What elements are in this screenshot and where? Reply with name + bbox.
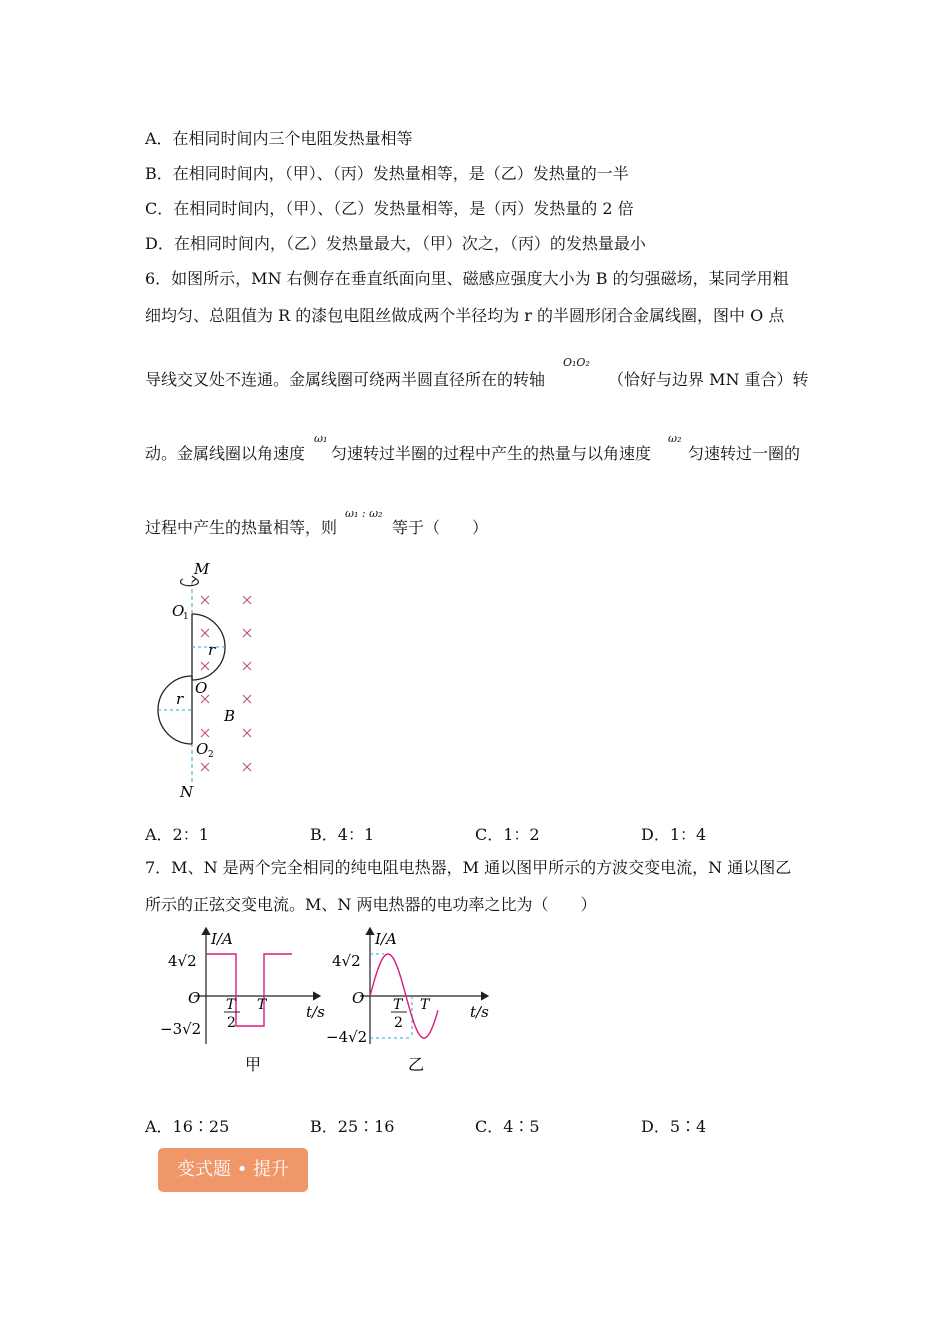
q7-option-a: A．16∶25 bbox=[145, 1117, 230, 1136]
q6-option-b: B．4：1 bbox=[310, 825, 375, 844]
label-o: O bbox=[195, 679, 208, 697]
q6-stem-line3a: 导线交叉处不连通。金属线圈可绕两半圆直径所在的转轴 bbox=[145, 370, 546, 389]
svg-text:1: 1 bbox=[183, 612, 189, 622]
q5-option-b: B．在相同时间内，（甲）、（丙）发热量相等，是（乙）发热量的一半 bbox=[145, 164, 629, 183]
svg-text:4√2: 4√2 bbox=[332, 952, 361, 970]
label-r-bottom: r bbox=[176, 690, 184, 708]
label-r-top: r bbox=[208, 641, 216, 659]
q7-option-b: B．25∶16 bbox=[310, 1117, 395, 1136]
variant-question-badge[interactable]: 变式题 • 提升 bbox=[158, 1148, 308, 1192]
magnetic-field-crosses bbox=[201, 596, 251, 771]
svg-text:甲: 甲 bbox=[245, 1055, 262, 1074]
q6-stem-line5b: 等于（ ） bbox=[392, 518, 489, 537]
graph-jia bbox=[150, 924, 330, 1084]
square-wave-current bbox=[206, 954, 292, 1026]
q6-formula-ratio: ω₁ : ω₂ bbox=[345, 507, 383, 520]
label-b: B bbox=[224, 707, 236, 725]
svg-text:I/A: I/A bbox=[375, 930, 397, 948]
label-m: M bbox=[194, 560, 210, 578]
svg-text:−3√2: −3√2 bbox=[160, 1020, 202, 1038]
svg-text:O: O bbox=[188, 989, 201, 1007]
q6-stem-line4b: 匀速转过半圈的过程中产生的热量与以角速度 bbox=[331, 444, 652, 463]
rotation-arrow-icon bbox=[181, 579, 199, 586]
q6-stem-line1: 6．如图所示，MN 右侧存在垂直纸面向里、磁感应强度大小为 B 的匀强磁场，某同学用粗 bbox=[145, 269, 789, 288]
q5-option-c: C．在相同时间内，（甲）、（乙）发热量相等，是（丙）发热量的 2 倍 bbox=[145, 199, 634, 218]
svg-text:t/s: t/s bbox=[306, 1003, 325, 1021]
svg-text:−4√2: −4√2 bbox=[326, 1028, 368, 1046]
q6-stem-line3b: （恰好与边界 MN 重合）转 bbox=[608, 370, 809, 389]
label-n: N bbox=[180, 783, 194, 801]
svg-text:T: T bbox=[420, 997, 430, 1013]
q5-option-a: A．在相同时间内三个电阻发热量相等 bbox=[145, 129, 413, 148]
label-o2: O bbox=[196, 740, 209, 758]
label-o1: O bbox=[172, 602, 185, 620]
q7-stem-line1: 7．M、N 是两个完全相同的纯电阻电热器，M 通以图甲所示的方波交变电流，N 通以图乙 bbox=[145, 858, 792, 877]
svg-text:T: T bbox=[257, 997, 267, 1013]
svg-text:T: T bbox=[226, 997, 236, 1013]
svg-text:t/s: t/s bbox=[470, 1003, 489, 1021]
q7-stem-line2: 所示的正弦交变电流。M、N 两电热器的电功率之比为（ ） bbox=[145, 895, 597, 914]
svg-text:2: 2 bbox=[208, 750, 214, 760]
q6-stem-line4c: 匀速转过一圈的 bbox=[688, 444, 801, 463]
q6-formula-omega2: ω₂ bbox=[668, 432, 682, 445]
q6-option-c: C．1：2 bbox=[475, 825, 540, 844]
q6-option-a: A．2：1 bbox=[145, 825, 209, 844]
svg-text:2: 2 bbox=[394, 1015, 403, 1031]
q6-stem-line5a: 过程中产生的热量相等，则 bbox=[145, 518, 338, 537]
q6-stem-line2: 细均匀、总阻值为 R 的漆包电阻丝做成两个半径均为 r 的半圆形闭合金属线圈，图中 O 点 bbox=[145, 306, 785, 325]
svg-text:2: 2 bbox=[227, 1015, 236, 1031]
svg-text:T: T bbox=[393, 997, 403, 1013]
q6-option-d: D．1：4 bbox=[641, 825, 707, 844]
q7-option-c: C．4∶5 bbox=[475, 1117, 540, 1136]
svg-text:O: O bbox=[352, 989, 365, 1007]
svg-text:I/A: I/A bbox=[211, 930, 233, 948]
lower-semicircle bbox=[158, 676, 192, 744]
graph-yi bbox=[322, 924, 502, 1084]
q5-option-d: D．在相同时间内，（乙）发热量最大，（甲）次之，（丙）的发热量最小 bbox=[145, 234, 646, 253]
svg-text:乙: 乙 bbox=[408, 1055, 425, 1074]
q6-formula-omega1: ω₁ bbox=[314, 432, 328, 445]
svg-text:4√2: 4√2 bbox=[168, 952, 197, 970]
q7-option-d: D．5∶4 bbox=[641, 1117, 707, 1136]
q6-figure bbox=[150, 558, 270, 803]
q6-stem-line4a: 动。金属线圈以角速度 bbox=[145, 444, 306, 463]
q6-formula-o1o2: O₁O₂ bbox=[563, 356, 590, 369]
